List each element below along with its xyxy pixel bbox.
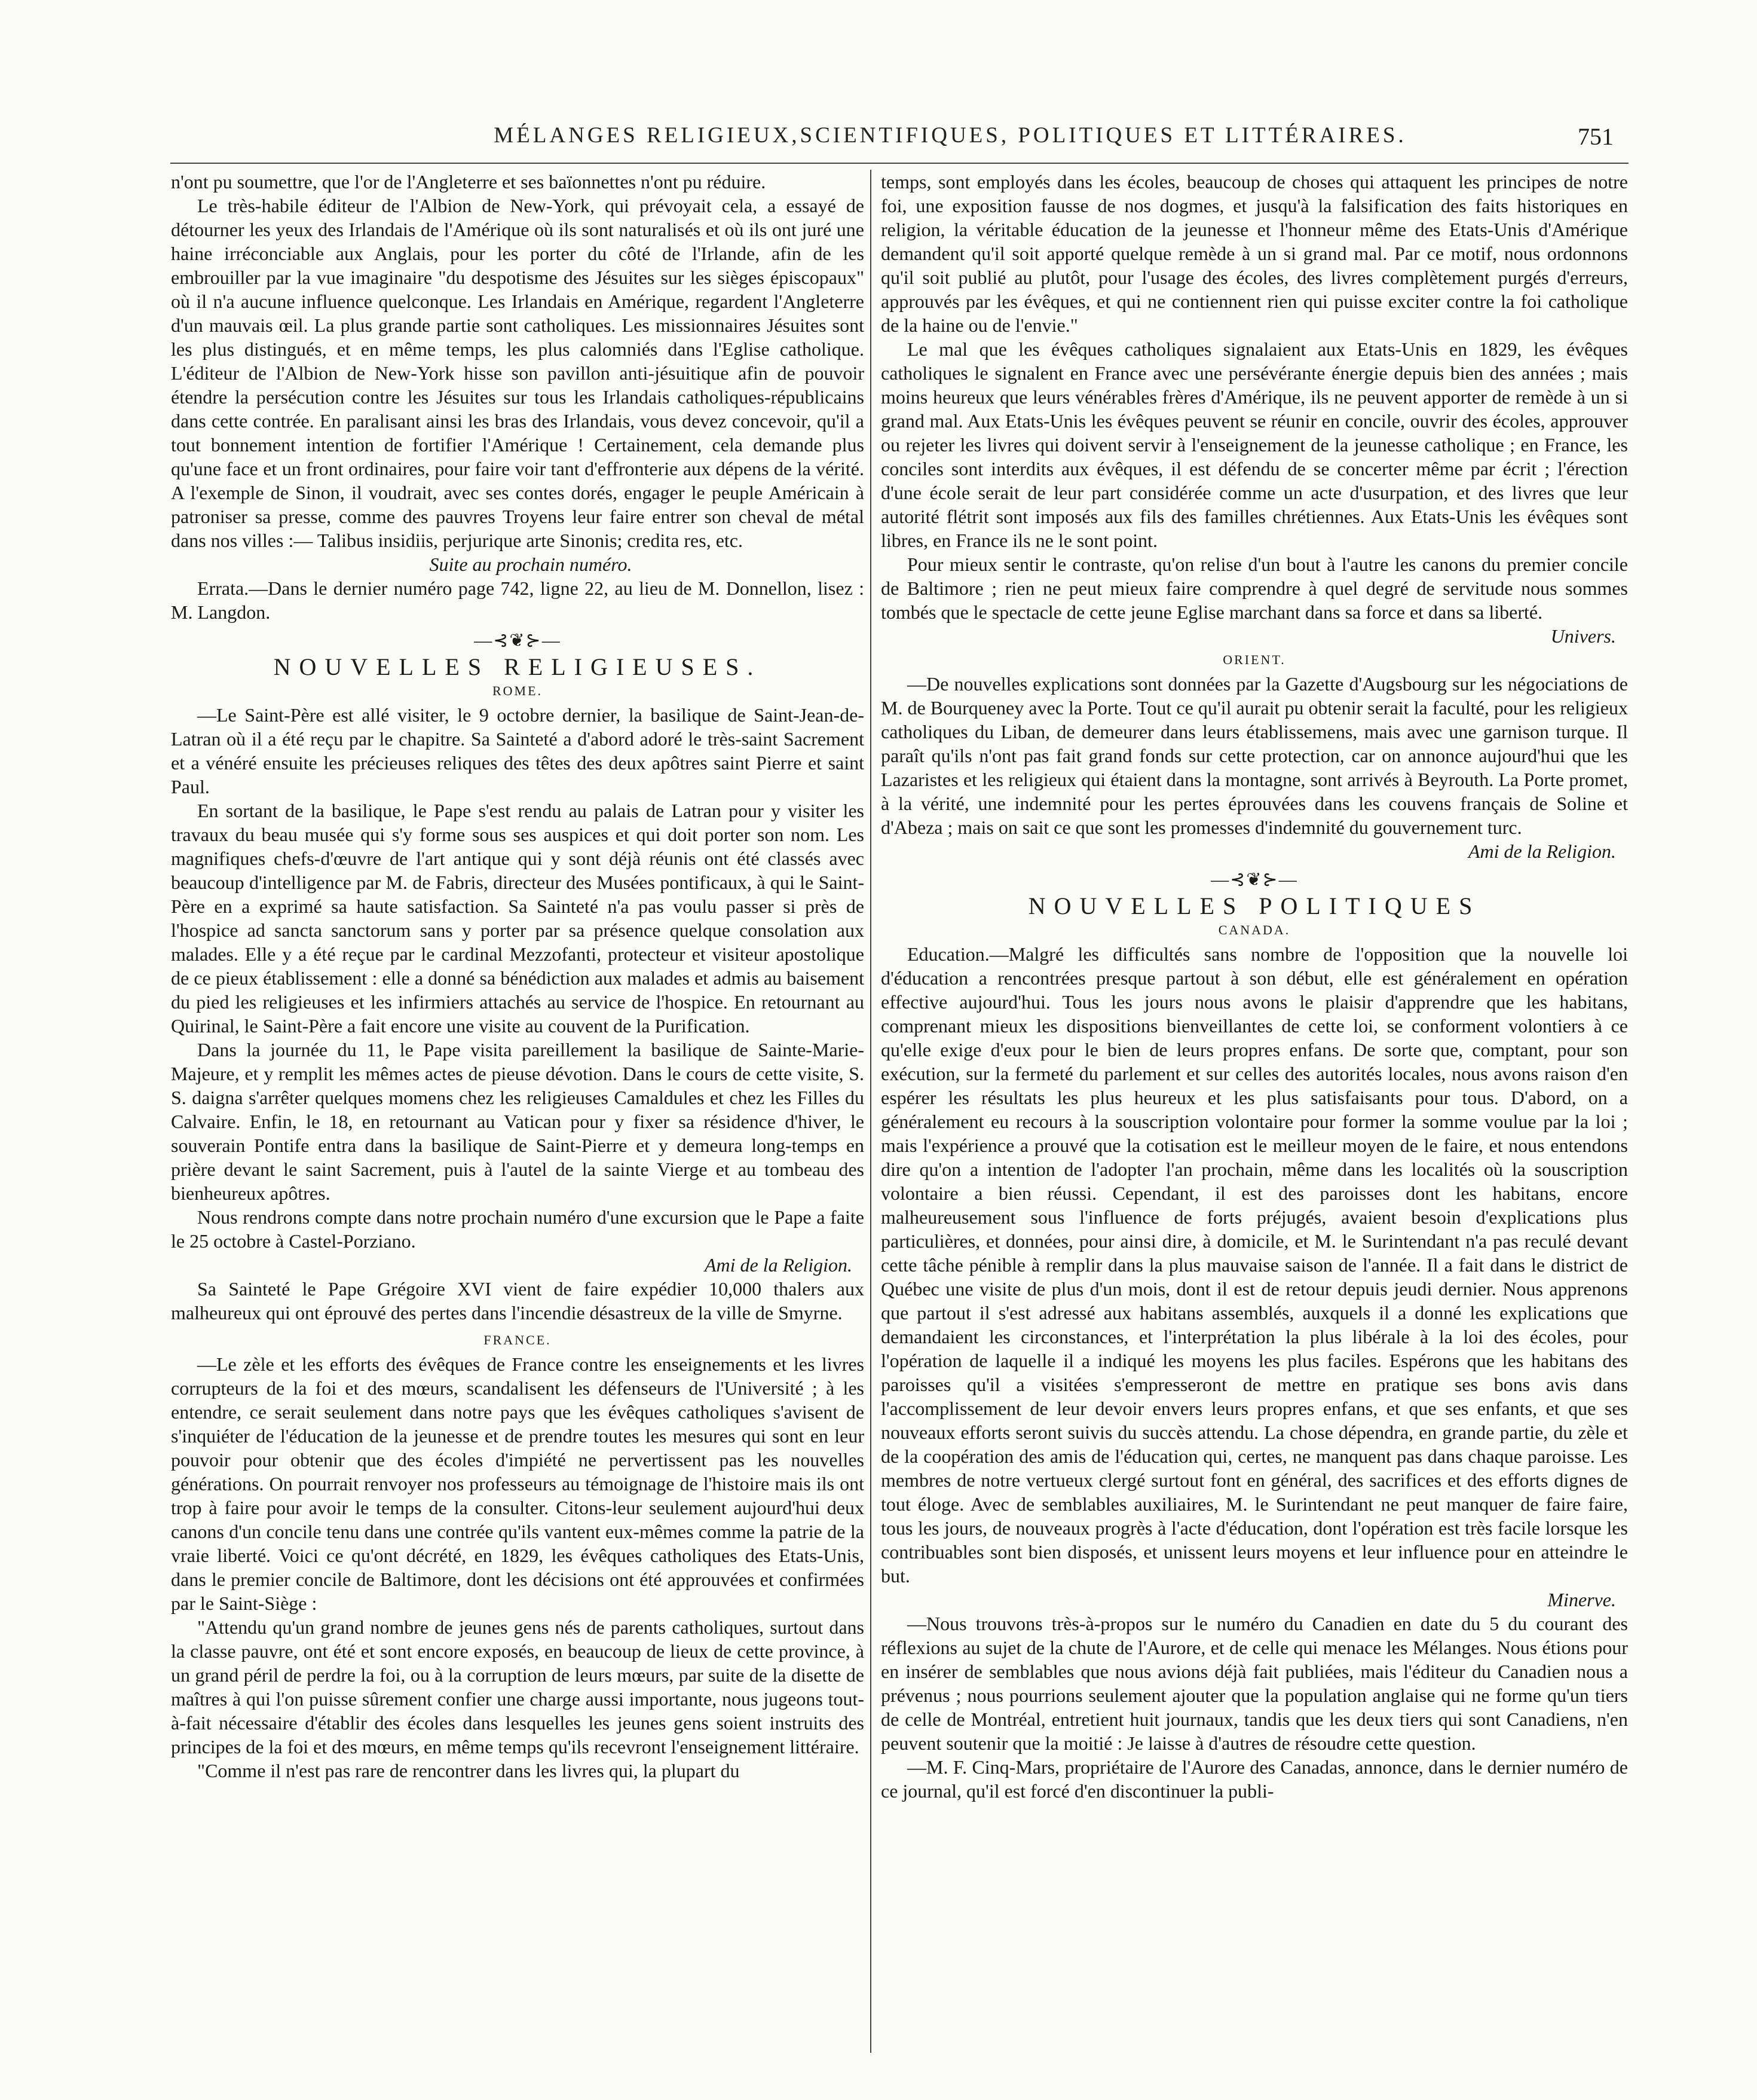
section-title-politiques: NOUVELLES POLITIQUES [1028, 892, 1481, 919]
france-paragraph-2: "Attendu qu'un grand nombre de jeunes gens nés de parents catholiques, surtout dans la classe pauvre, ont été et sont encore exposés, en beaucoup de lieux de cette province, à un grand péril de perdre la foi, ou à la corruption de leurs mœurs, par suite de la disette de maîtres à qui l'on puisse sûrement confier une charge aussi importante, nous jugeons tout-à-fait nécessaire d'établir des écoles dans lesquelles les jeunes gens soient instruits des principes de la foi et des mœurs, en même temps qu'ils recevront l'enseignement littéraire. [171, 1616, 864, 1757]
orient-paragraph: —De nouvelles explications sont données par la Gazette d'Augsbourg sur les négociations de M. de Bourqueney avec la Porte. Tout ce qu'il aurait pu obtenir serait la faculté, pour les religieux catholiques du Liban, de demeurer dans leurs établissemens, mais avec une garnison turque. Il paraît qu'ils n'ont pas fait grand fonds sur cette protection, car on annonce aujourd'hui que les Lazaristes et les religieux qui étaient dans la montagne, sont arrivés à Beyrouth. La Porte promet, à la vérité, une indemnité pour les pertes éprouvées dans les couvens français de Soline et d'Abeza ; mais on sait ce que sont les promesses d'indemnité du gouvernement turc. [881, 673, 1628, 838]
page-number: 751 [1578, 123, 1614, 150]
source-signature: Ami de la Religion. [704, 1254, 852, 1276]
france-paragraph-4: Le mal que les évêques catholiques signalaient aux Etats-Unis en 1829, les évêques catholiques le signalent en France avec une persévérante énergie depuis bien des années ; mais moins heureux que leurs vénérables frères d'Amérique, ils ne peuvent apporter de remède à un si grand mal. Aux Etats-Unis les évêques peuvent se réunir en concile, ouvrir des écoles, approuver ou rejeter les livres qui doivent servir à l'enseignement de la jeunesse catholique ; en France, les conciles sont interdits aux évêques, il est défendu de se concerter même par écrit ; l'érection d'une école serait de leur part considérée comme un acte d'usurpation, et des livres que leur autorité flétrit sont imposés aux fils des familles chrétiennes. Aux Etats-Unis les évêques sont libres, en France ils ne le sont point. [881, 338, 1628, 551]
errata-note: Errata.—Dans le dernier numéro page 742, ligne 22, au lieu de M. Donnellon, lisez : M. Langdon. [171, 577, 864, 623]
subhead-canada: CANADA. [1218, 922, 1291, 937]
albion-paragraph: Le très-habile éditeur de l'Albion de New-York, qui prévoyait cela, a essayé de détourner les yeux des Irlandais de l'Amérique où ils sont naturalisés et où ils ont juré une haine irréconciable aux Anglais, pour les porter du côté de l'Irlande, afin de les embrouiller par la vue imaginaire "du despotisme des Jésuites sur les sièges épiscopaux" où il n'a aucune influence quelconque. Les Irlandais en Amérique, regardent l'Angleterre d'un mauvais œil. La plus grande partie sont catholiques. Les missionnaires Jésuites sont les plus distingués, et en même temps, les plus calomniés dans l'Eglise catholique. L'éditeur de l'Albion de New-York hisse son pavillon anti-jésuitique afin de pouvoir étendre la persécution contre les Jésuites sur tous les Irlandais catholiques-républicains dans cette contrée. En paralisant ainsi les bras des Irlandais, vous devez concevoir, qu'il a tout bonnement intention de fortifier l'Amérique ! Certainement, cela demande plus qu'une face et un front ordinaires, pour faire voir tant d'effronterie aux dépens de la vérité. A l'exemple de Sinon, il voudrait, avec ses contes dorés, engager le peuple Américain à patroniser sa presse, comme des pauvres Troyens leur faire entrer son cheval de métal dans nos villes :— Talibus insidiis, perjurique arte Sinonis; credita res, etc. [171, 195, 864, 551]
rome-paragraph-3: Dans la journée du 11, le Pape visita pareillement la basilique de Sainte-Marie-Majeure, et y remplit les mêmes actes de pieuse dévotion. Dans le cours de cette visite, S. S. daigna s'arrêter quelques momens chez les religieuses Camaldules et chez les Filles du Calvaire. Enfin, le 18, en retournant au Vatican pour y fixer sa résidence d'hiver, le souverain Pontife entra dans la basilique de Saint-Pierre et y demeura long-temps en prière devant le saint Sacrement, puis à l'autel de la sainte Vierge et au tombeau des bienheureux apôtres. [171, 1039, 864, 1204]
column-divider [870, 170, 871, 2053]
canada-paragraph-3: —M. F. Cinq-Mars, propriétaire de l'Aurore des Canadas, annonce, dans le dernier numéro de ce journal, qu'il est forcé d'en discontinuer la publi- [881, 1756, 1628, 1802]
canada-paragraph-1: Education.—Malgré les difficultés sans nombre de l'opposition que la nouvelle loi d'éducation a rencontrées presque partout à son début, elle est généralement en opération effective aujourd'hui. Tous les jours nous avons le plaisir d'apprendre que les habitans, comprenant mieux les dispositions bienveillantes de cette loi, se conforment volontiers à ce qu'elle exige d'eux pour le bien de leurs propres enfans. De sorte que, comptant, pour son exécution, sur la fermeté du parlement et sur celles des autorités locales, nous avons raison d'en espérer les résultats les plus heureux et les plus satisfaisants pour tous. D'abord, on a généralement eu recours à la souscription volontaire pour former la somme voulue par la loi ; mais l'expérience a prouvé que la cotisation est le meilleur moyen de le faire, et nous entendons dire qu'on a intention de l'adopter l'an prochain, même dans les localités où la souscription volontaire a bien réussi. Cependant, il est des paroisses dont les habitans, encore malheureusement sous l'influence de forts préjugés, avaient besoin d'explications plus particulières, et données, pour ainsi dire, à domicile, et M. le Surintendant n'a pas reculé devant cette tâche pénible à remplir dans la plus mauvaise saison de l'année. Il a fait dans le district de Québec une visite de plus d'un mois, dont il est de retour depuis jeudi dernier. Nous apprenons que partout il s'est adressé aux habitans assemblés, auxquels il a donné les explications que demandaient les circonstances, et l'interprétation la plus libérale à la loi des écoles, pour l'opération de laquelle il a indiqué les moyens les plus faciles. Espérons que les habitans des paroisses qu'il a visitées s'empresseront de mettre en pratique ses bons avis dans l'accomplissement de leur devoir envers leurs propres enfans, et que ses enfants, et que ses nouveaux efforts seront suivis du succès attendu. La chose dépendra, en grande partie, du zèle et de la coopération des amis de l'éducation qui, certes, ne manquent pas dans chaque paroisse. Les membres de notre vertueux clergé surtout font en général, des sacrifices et des efforts dignes de tout éloge. Avec de semblables auxiliaires, M. le Surintendant ne peut manquer de faire faire, tous les jours, de nouveaux progrès à l'acte d'éducation, dont l'opération est très facile lorsque les contribuables sont bien disposés, et unissent leurs moyens et leur influence pour en atteindre le but. [881, 943, 1628, 1587]
rome-paragraph-4: Nous rendrons compte dans notre prochain numéro d'une excursion que le Pape a faite le 25 octobre à Castel-Porziano. [171, 1206, 864, 1252]
suite-note: Suite au prochain numéro. [429, 554, 632, 575]
right-column [881, 170, 1628, 2059]
france-paragraph-5: Pour mieux sentir le contraste, qu'on relise d'un bout à l'autre les canons du premier concile de Baltimore ; rien ne peut mieux faire comprendre à quel degré de servitude nous sommes tombés que le spectacle de cette jeune Eglise marchant dans sa force et dans sa liberté. [881, 554, 1628, 623]
subhead-orient: ORIENT. [1223, 652, 1286, 667]
left-column [171, 170, 864, 2059]
canon-continuation: temps, sont employés dans les écoles, beaucoup de choses qui attaquent les principes de notre foi, une exposition fausse de nos dogmes, et jusqu'à la falsification des faits historiques en religion, la véritable éducation de la jeunesse et l'honneur même des Etats-Unis d'Amérique demandent qu'il soit apporté quelque remède à un si grand mal. Par ce motif, nous ordonnons qu'il soit publié au plutôt, pour l'usage des écoles, des livres complètement purgés d'erreurs, approuvés par les évêques, et qui ne contiennent rien qui puisse exciter contre la foi catholique de la haine ou de l'envie." [881, 171, 1628, 336]
rome-paragraph-2: En sortant de la basilique, le Pape s'est rendu au palais de Latran pour y visiter les travaux du beau musée qui s'y forme sous ses auspices et qui doit porter son nom. Les magnifiques chefs-d'œuvre de l'art antique qui y sont déjà réunis ont été classés avec beaucoup d'intelligence par M. de Fabris, directeur des Musées pontificaux, à qui le Saint-Père en a exprimé sa haute satisfaction. Sa Sainteté n'a pas voulu passer si près de l'hospice ad sancta sanctorum sans y porter par sa présence quelque consolation aux malades. Elle y a été reçue par le cardinal Mezzofanti, protecteur et visiteur apostolique de ce pieux établissement : elle a donné sa bénédiction aux malades et admis au baisement du pied les religieuses et les infirmiers attachés au service de l'hospice. En retournant au Quirinal, le Saint-Père a fait encore une visite au couvent de la Purification. [171, 800, 864, 1037]
subhead-france: FRANCE. [483, 1332, 552, 1347]
canada-paragraph-2: —Nous trouvons très-à-propos sur le numéro du Canadien en date du 5 du courant des réflexions au sujet de la chute de l'Aurore, et de celle qui menace les Mélanges. Nous étions pour en insérer de semblables que nous avions déjà fait publiées, mais l'éditeur du Canadien nous a prévenus ; nous pourrions seulement ajouter que la population anglaise qui ne forme qu'un tiers de celle de Montréal, entretient huit journaux, tandis que les deux tiers qui sont Canadiens, n'en peuvent soutenir que la moitié : Je laisse à d'autres de résoudre cette question. [881, 1613, 1628, 1754]
section-title-religieuses: NOUVELLES RELIGIEUSES. [273, 653, 762, 680]
section-ornament: —⊰❦⊱— [474, 631, 561, 650]
subhead-rome: ROME. [492, 683, 543, 698]
source-signature: Ami de la Religion. [1468, 840, 1616, 862]
rome-paragraph-1: —Le Saint-Père est allé visiter, le 9 octobre dernier, la basilique de Saint-Jean-de-Latran où il a été reçu par le chapitre. Sa Sainteté a d'abord adoré le très-saint Sacrement et a vénéré ensuite les précieuses reliques des têtes des deux apôtres saint Pierre et saint Paul. [171, 704, 864, 797]
section-ornament: —⊰❦⊱— [1211, 870, 1298, 889]
france-paragraph-1: —Le zèle et les efforts des évêques de France contre les enseignements et les livres corrupteurs de la foi et des mœurs, scandalisent les défenseurs de l'Université ; à les entendre, ce serait seulement dans notre pays que les évêques catholiques s'avisent de s'inquiéter de l'éducation de la jeunesse et de prendre toutes les mesures qui sont en leur pouvoir pour obtenir que des écoles d'impiété ne pervertissent pas les nouvelles générations. On pourrait renvoyer nos professeurs au témoignage de l'histoire mais ils ont trop à faire pour avoir le temps de la consulter. Citons-leur seulement aujourd'hui deux canons d'un concile tenu dans une contrée qu'ils vantent eux-mêmes comme la patrie de la vraie liberté. Voici ce qu'ont décrété, en 1829, les évêques catholiques des Etats-Unis, dans le premier concile de Baltimore, dont les décisions ont été approuvées et confirmées par le Saint-Siège : [171, 1353, 864, 1614]
source-signature: Minerve. [1547, 1589, 1616, 1610]
rome-paragraph-5: Sa Sainteté le Pape Grégoire XVI vient de faire expédier 10,000 thalers aux malheureux qui ont éprouvé des pertes dans l'incendie désastreux de la ville de Smyrne. [171, 1278, 864, 1323]
france-paragraph-3: "Comme il n'est pas rare de rencontrer dans les livres qui, la plupart du [197, 1760, 740, 1781]
header-rule [170, 163, 1629, 164]
continuation-paragraph: n'ont pu soumettre, que l'or de l'Angleterre et ses baïonnettes n'ont pu réduire. [171, 171, 766, 192]
running-head: MÉLANGES RELIGIEUX,SCIENTIFIQUES, POLITIQUES ET LITTÉRAIRES. [494, 123, 1407, 148]
source-signature: Univers. [1550, 625, 1616, 647]
